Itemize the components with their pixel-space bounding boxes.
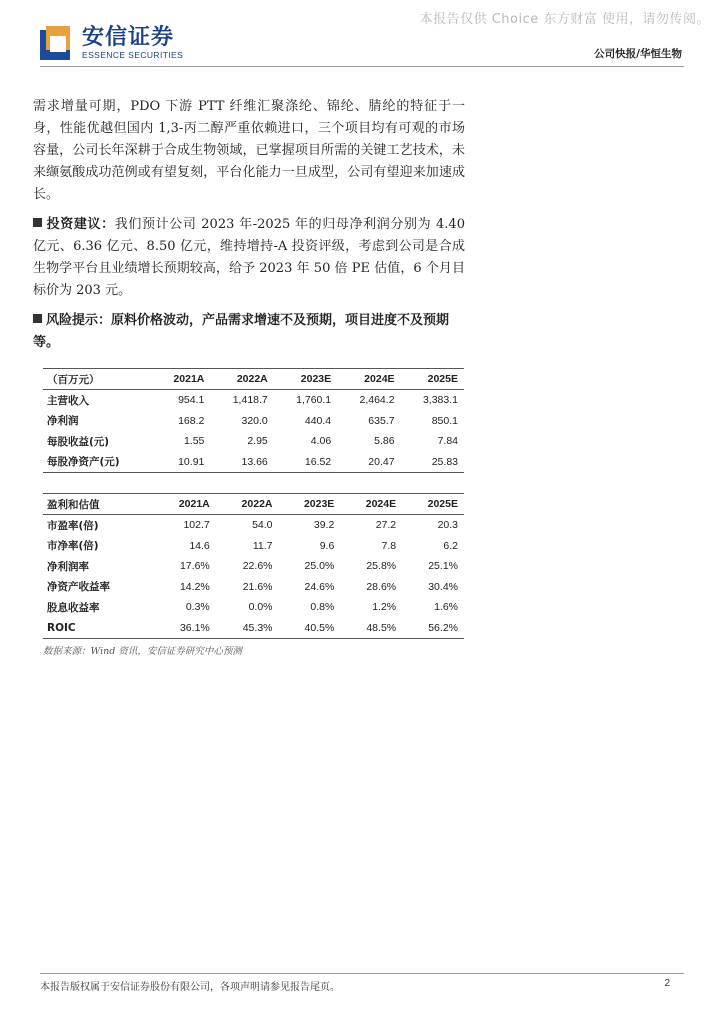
- table-cell: 25.83: [401, 452, 464, 473]
- financial-summary-table: [43, 368, 464, 473]
- table-cell: 30.4%: [428, 580, 458, 593]
- table-cell: 2.95: [247, 435, 268, 448]
- copyright-notice: 本报告版权属于安信证券股份有限公司，各项声明请参见报告尾页。: [40, 982, 340, 993]
- row-label: 主营收入: [47, 394, 89, 407]
- table-row: [43, 431, 464, 452]
- logo-english-name: ESSENCE SECURITIES: [82, 50, 184, 60]
- table-cell: 20.3: [437, 519, 458, 532]
- table-cell: 28.6%: [366, 580, 397, 593]
- table-header-cell: 2025E: [401, 369, 464, 390]
- row-label: 净资产收益率: [47, 581, 110, 594]
- table-cell: 25.0%: [304, 560, 335, 573]
- table-cell: 850.1: [431, 414, 458, 427]
- table-cell: 20.47: [337, 452, 400, 473]
- table-cell: 14.2%: [179, 580, 210, 593]
- table-cell: 16.52: [274, 452, 337, 473]
- table-header-cell: 盈利和估值: [43, 494, 153, 515]
- table-cell: 13.66: [210, 452, 273, 473]
- table-cell: 21.6%: [242, 580, 273, 593]
- bullet-square-icon: [33, 218, 42, 227]
- table-cell: 25.1%: [428, 560, 458, 573]
- table-cell: 11.7: [252, 539, 273, 552]
- table-header-cell: 2021A: [153, 494, 216, 515]
- table-cell: 27.2: [375, 519, 397, 532]
- table-cell: 954.1: [178, 394, 205, 407]
- intro-paragraph: 需求增量可期，PDO 下游 PTT 纤维汇聚涤纶、锦纶、腈纶的特征于一身，性能优越但国内 1,3-丙二醇严重依赖进口，三个项目均有可观的市场容量，公司长年深耕于合成生物领域，已掌握项目所需的关键工艺技术，未来缬氨酸成功范例或有望复刻，平台化能力一旦成型，公司有望迎来加速成长。: [33, 99, 465, 202]
- table-cell: 3,383.1: [422, 394, 458, 407]
- report-content: [33, 96, 465, 657]
- table-cell: 45.3%: [216, 618, 279, 639]
- table-cell: 635.7: [368, 414, 395, 427]
- table-row: [43, 556, 464, 577]
- row-label: 净利润: [47, 415, 79, 428]
- header-divider: [40, 66, 684, 67]
- table-cell: 1,418.7: [232, 394, 268, 407]
- row-label: 市盈率(倍): [47, 519, 99, 532]
- table-cell: 56.2%: [402, 618, 464, 639]
- valuation-table: [43, 493, 464, 639]
- company-logo: [40, 26, 183, 60]
- table-header-cell: 2022A: [216, 494, 279, 515]
- table-cell: 9.6: [319, 539, 335, 552]
- table-header-cell: 2025E: [402, 494, 464, 515]
- table-header-cell: 2022A: [210, 369, 273, 390]
- table-header-row: [43, 369, 464, 390]
- table-cell: 17.6%: [179, 560, 210, 573]
- table-cell: 39.2: [313, 519, 335, 532]
- table-cell: 22.6%: [242, 560, 273, 573]
- table-header-cell: 2023E: [274, 369, 337, 390]
- page-number: 2: [664, 978, 670, 989]
- table-cell: 7.8: [381, 539, 397, 552]
- table-cell: 0.0%: [248, 601, 273, 614]
- table-header-row: [43, 494, 464, 515]
- table-cell: 2,464.2: [359, 394, 395, 407]
- table-row: [43, 597, 464, 618]
- table-row: [43, 515, 464, 536]
- watermark: 本报告仅供 Choice 东方财富 使用，请勿传阅。: [419, 12, 710, 27]
- table-row: [43, 618, 464, 639]
- logo-chinese-name: 安信证券: [82, 25, 175, 50]
- table-cell: 48.5%: [340, 618, 402, 639]
- table-cell: 10.91: [153, 452, 210, 473]
- table-cell: 168.2: [178, 414, 205, 427]
- row-label: 市净率(倍): [47, 540, 99, 553]
- table-header-cell: 2024E: [340, 494, 402, 515]
- investment-label: 投资建议：: [46, 217, 115, 232]
- investment-text: 我们预计公司 2023 年-2025 年的归母净利润分别为 4.40 亿元、6.36 亿元、8.50 亿元，维持增持-A 投资评级，考虑到公司是合成生物学平台且业绩增长预期较高，给予 2023 年 50 倍 PE 估值，6 个月目标价为 203 元。: [33, 217, 465, 298]
- table-cell: 440.4: [304, 414, 332, 427]
- table-header-cell: （百万元）: [43, 369, 153, 390]
- table-header-cell: 2024E: [337, 369, 400, 390]
- table-cell: 4.06: [310, 435, 332, 448]
- table-row: [43, 452, 464, 473]
- row-label: 股息收益率: [47, 601, 100, 614]
- table-cell: 1.2%: [372, 601, 397, 614]
- row-label: 每股收益(元): [47, 435, 110, 448]
- table-cell: 24.6%: [304, 580, 335, 593]
- table-cell: 0.8%: [310, 601, 335, 614]
- investment-paragraph: [33, 214, 465, 302]
- table-header-cell: 2023E: [279, 494, 341, 515]
- risk-paragraph: [33, 310, 465, 354]
- table-cell: 5.86: [374, 435, 395, 448]
- table-header-cell: 2021A: [153, 369, 210, 390]
- row-label: 净利润率: [47, 560, 89, 573]
- row-label: ROIC: [43, 618, 153, 639]
- table-cell: 36.1%: [153, 618, 216, 639]
- table-cell: 1,760.1: [296, 394, 332, 407]
- table-cell: 320.0: [241, 414, 268, 427]
- table-cell: 25.8%: [366, 560, 397, 573]
- table-cell: 102.7: [183, 519, 210, 532]
- data-source-note: 数据来源：Wind 资讯，安信证券研究中心预测: [43, 646, 242, 657]
- row-label: 每股净资产(元): [43, 452, 153, 473]
- footer-divider: [40, 973, 684, 974]
- table-row: [43, 390, 464, 411]
- table-cell: 7.84: [437, 435, 458, 448]
- table-cell: 14.6: [189, 539, 210, 552]
- breadcrumb: 公司快报/华恒生物: [594, 48, 682, 60]
- table-cell: 1.55: [183, 435, 205, 448]
- table-row: [43, 577, 464, 598]
- table-cell: 0.3%: [185, 601, 210, 614]
- risk-text: 风险提示：原料价格波动，产品需求增速不及预期，项目进度不及预期等。: [33, 313, 450, 350]
- table-row: [43, 536, 464, 557]
- table-cell: 1.6%: [434, 601, 458, 614]
- table-cell: 54.0: [252, 519, 273, 532]
- logo-mark-icon: [40, 26, 74, 60]
- table-cell: 6.2: [443, 539, 458, 552]
- table-cell: 40.5%: [279, 618, 341, 639]
- table-row: [43, 411, 464, 432]
- bullet-square-icon: [33, 314, 42, 323]
